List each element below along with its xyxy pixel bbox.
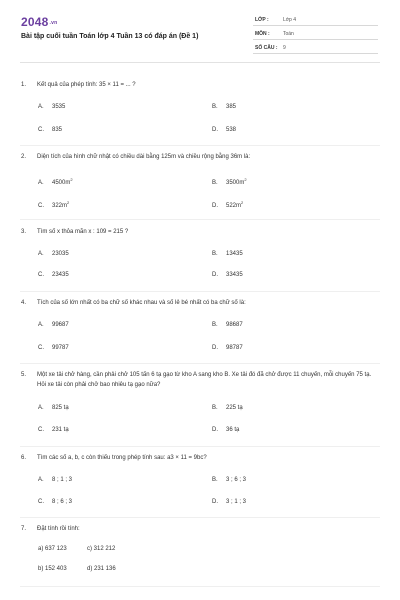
option-value: 33435 <box>226 272 243 278</box>
option-value: 538 <box>226 127 237 133</box>
option-sup: 2 <box>244 177 247 182</box>
option-sup: 2 <box>67 200 70 205</box>
option-value: 98687 <box>226 322 243 328</box>
option-letter: B. <box>212 477 218 483</box>
option-letter: C. <box>38 272 44 278</box>
question-text: Kết quả của phép tính: 35 × 11 = ... ? <box>37 82 136 88</box>
meta-subject-key: MÔN : <box>255 31 270 37</box>
option-letter: D. <box>212 499 218 505</box>
logo-suffix: .vn <box>49 20 58 26</box>
option-value: 825 tạ <box>52 405 69 411</box>
option-letter: D. <box>212 203 218 209</box>
option-c[interactable] <box>38 345 69 351</box>
option-value: 23035 <box>52 251 69 257</box>
option-value: 3 ; 1 ; 3 <box>226 499 247 505</box>
option-d[interactable] <box>212 272 243 278</box>
option-value: 8 ; 1 ; 3 <box>52 477 73 483</box>
option-c[interactable] <box>38 427 69 433</box>
exercise-item: a) 637 123 <box>38 546 67 552</box>
question-text: Diện tích của hình chữ nhật có chiều dài bằng 125m và chiều rộng bằng 36m là: <box>37 154 251 160</box>
question-number: 3. <box>21 229 27 235</box>
meta-count-key: SỐ CÂU : <box>255 45 278 51</box>
divider <box>20 363 380 364</box>
option-letter: C. <box>38 345 44 351</box>
option-letter: C. <box>38 127 44 133</box>
question-number: 1. <box>21 82 27 88</box>
option-letter: D. <box>212 127 218 133</box>
divider <box>20 145 380 146</box>
meta-class <box>253 14 378 26</box>
option-d[interactable] <box>212 127 236 133</box>
page-title: Bài tập cuối tuần Toán lớp 4 Tuần 13 có đáp án (Đề 1) <box>21 33 199 40</box>
meta-count-value: 9 <box>283 45 286 51</box>
exercise-item: c) 312 212 <box>87 546 116 552</box>
option-b[interactable] <box>212 405 243 411</box>
option-letter: D. <box>212 345 218 351</box>
question-text: Một xe tải chở hàng, cần phải chở 105 tấn 6 tạ gạo từ kho A sang kho B. Xe tải đó đã chở được 11 chuyến, mỗi chuyến 75 tạ. Hỏi xe tải còn phải chở bao nhiêu tạ gạo nữa? <box>37 372 372 388</box>
option-sup: 2 <box>241 200 244 205</box>
option-b[interactable] <box>212 251 243 257</box>
option-letter: A. <box>38 104 44 110</box>
meta-subject <box>253 28 378 40</box>
logo-text: 2048 <box>21 15 49 29</box>
logo[interactable] <box>21 15 57 29</box>
option-letter: B. <box>212 251 218 257</box>
option-b[interactable] <box>212 322 243 328</box>
option-value: 99687 <box>52 322 69 328</box>
option-value: 99787 <box>52 345 69 351</box>
option-letter: A. <box>38 477 44 483</box>
question-text: Tìm các số a, b, c còn thiếu trong phép tính sau: a3 × 11 = 9bc? <box>37 455 207 461</box>
option-letter: C. <box>38 499 44 505</box>
option-letter: B. <box>212 180 218 186</box>
meta-count <box>253 42 378 54</box>
divider <box>20 446 380 447</box>
option-a[interactable] <box>38 104 65 110</box>
option-b[interactable] <box>212 104 236 110</box>
question-number: 2. <box>21 154 27 160</box>
option-b[interactable] <box>212 477 246 483</box>
divider <box>20 517 380 518</box>
option-value: 231 tạ <box>52 427 69 433</box>
option-c[interactable] <box>38 127 62 133</box>
question-text: Đặt tính rồi tính: <box>37 526 80 532</box>
option-c[interactable] <box>38 200 69 209</box>
option-value: 36 tạ <box>226 427 240 433</box>
option-letter: B. <box>212 405 218 411</box>
exercise-item-b <box>38 566 67 572</box>
option-b[interactable] <box>212 177 247 186</box>
option-c[interactable] <box>38 272 69 278</box>
option-value: 13435 <box>226 251 243 257</box>
question-text: Tìm số x thỏa mãn x : 109 = 215 ? <box>37 229 129 235</box>
option-value: 3535 <box>52 104 66 110</box>
option-letter: A. <box>38 180 44 186</box>
option-value: 3500m <box>226 180 245 186</box>
option-value: 8 ; 6 ; 3 <box>52 499 73 505</box>
option-letter: A. <box>38 322 44 328</box>
option-value: 4500m <box>52 180 71 186</box>
option-a[interactable] <box>38 477 72 483</box>
option-a[interactable] <box>38 177 73 186</box>
option-d[interactable] <box>212 200 243 209</box>
option-letter: D. <box>212 427 218 433</box>
option-d[interactable] <box>212 345 243 351</box>
meta-class-key: LỚP : <box>255 17 269 23</box>
question-number: 4. <box>21 300 27 306</box>
exercise-item-c <box>87 546 115 552</box>
option-value: 385 <box>226 104 237 110</box>
option-letter: C. <box>38 427 44 433</box>
question-number: 7. <box>21 526 27 532</box>
option-a[interactable] <box>38 322 69 328</box>
question-number: 5. <box>21 372 27 378</box>
question-text: Tích của số lớn nhất có ba chữ số khác nhau và số lẻ bé nhất có ba chữ số là: <box>37 300 246 306</box>
meta-subject-value: Toán <box>283 31 294 37</box>
option-value: 23435 <box>52 272 69 278</box>
option-letter: A. <box>38 405 44 411</box>
meta-class-value: Lớp 4 <box>283 17 297 23</box>
divider <box>20 291 380 292</box>
option-value: 3 ; 6 ; 3 <box>226 477 247 483</box>
option-letter: B. <box>212 322 218 328</box>
header <box>0 0 400 60</box>
option-d[interactable] <box>212 427 239 433</box>
option-value: 522m <box>226 203 242 209</box>
option-value: 322m <box>52 203 68 209</box>
option-value: 98787 <box>226 345 243 351</box>
option-d[interactable] <box>212 499 246 505</box>
header-divider <box>20 62 380 63</box>
option-value: 225 tạ <box>226 405 243 411</box>
option-a[interactable] <box>38 405 69 411</box>
option-letter: D. <box>212 272 218 278</box>
option-c[interactable] <box>38 499 72 505</box>
option-letter: B. <box>212 104 218 110</box>
option-letter: C. <box>38 203 44 209</box>
exercise-item-d <box>87 566 116 572</box>
option-a[interactable] <box>38 251 69 257</box>
exercise-item: b) 152 403 <box>38 566 67 572</box>
option-letter: A. <box>38 251 44 257</box>
exercise-item: d) 231 136 <box>87 566 116 572</box>
question-number: 6. <box>21 455 27 461</box>
divider <box>20 586 380 587</box>
divider <box>20 219 380 220</box>
option-sup: 2 <box>70 177 73 182</box>
exercise-item-a <box>38 546 67 552</box>
option-value: 835 <box>52 127 63 133</box>
